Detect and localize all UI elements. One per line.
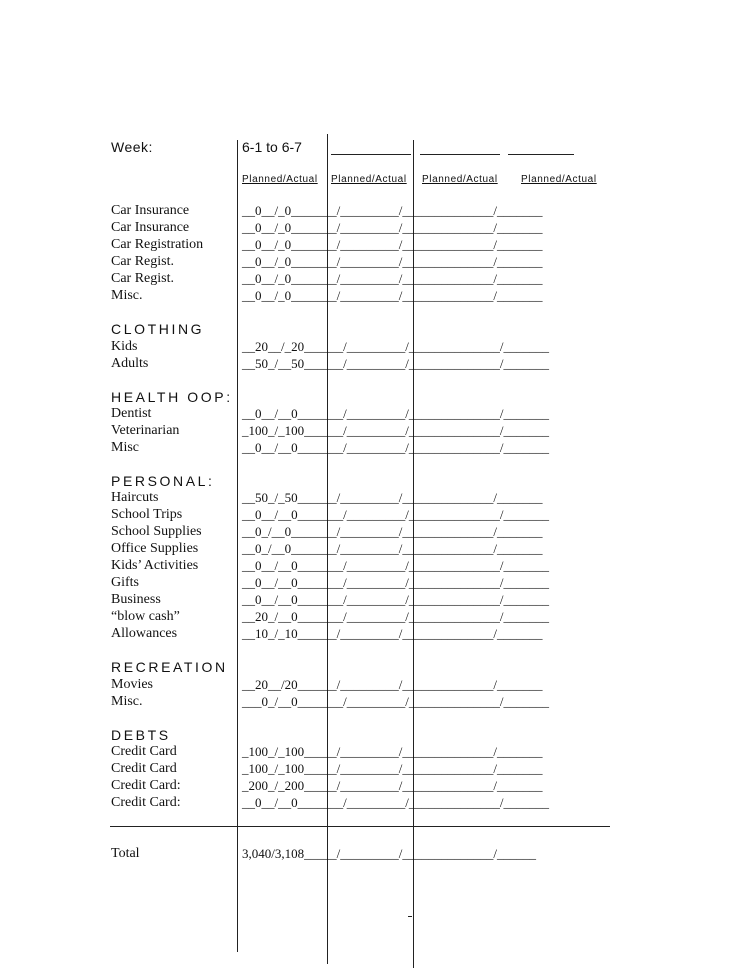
- stray-tick-mark: [408, 916, 412, 917]
- row-value-car-insurance[interactable]: __0__/_0_______/_________/______________/_______: [242, 203, 543, 218]
- week-blank-line-3[interactable]: [420, 154, 500, 155]
- row-value-movies[interactable]: __20__/20______/_________/______________/_______: [242, 677, 543, 692]
- row-label-veterinarian: Veterinarian: [111, 423, 180, 438]
- section-title-recreation: RECREATION: [111, 659, 228, 675]
- row-label-car-insurance-2: Car Insurance: [111, 220, 190, 235]
- row-label-kids: Kids: [111, 339, 138, 354]
- week-label: Week:: [111, 139, 153, 155]
- row-label-health-misc: Misc: [111, 440, 139, 455]
- row-label-credit-card-2: Credit Card: [111, 761, 177, 776]
- row-value-gifts[interactable]: __0__/__0_______/_________/______________/_______: [242, 575, 549, 590]
- row-label-business: Business: [111, 592, 161, 607]
- row-value-car-insurance-2[interactable]: __0__/_0_______/_________/______________/_______: [242, 220, 543, 235]
- week-blank-line-2[interactable]: [331, 154, 411, 155]
- row-value-blow-cash[interactable]: __20_/__0_______/_________/______________/_______: [242, 609, 549, 624]
- total-value[interactable]: 3,040/3,108_____/_________/______________/______: [242, 846, 536, 861]
- row-label-office-supplies: Office Supplies: [111, 541, 199, 556]
- row-value-dentist[interactable]: __0__/__0_______/_________/______________/_______: [242, 406, 549, 421]
- row-label-allowances: Allowances: [111, 626, 178, 641]
- row-label-adults: Adults: [111, 356, 149, 371]
- row-label-school-trips: School Trips: [111, 507, 183, 522]
- row-value-credit-card-3[interactable]: _200_/_200_____/_________/______________/_______: [242, 778, 543, 793]
- row-label-movies: Movies: [111, 677, 153, 692]
- section-title-debts: DEBTS: [111, 727, 171, 743]
- column-divider-1: [237, 140, 238, 952]
- row-value-haircuts[interactable]: __50_/_50______/_________/______________/_______: [242, 490, 543, 505]
- row-value-veterinarian[interactable]: _100_/_100______/_________/______________/_______: [242, 423, 549, 438]
- section-title-clothing: CLOTHING: [111, 321, 205, 337]
- row-label-dentist: Dentist: [111, 406, 152, 421]
- row-label-blow-cash: “blow cash”: [111, 609, 180, 624]
- row-value-office-supplies[interactable]: __0_/__0_______/_________/______________/_______: [242, 541, 543, 556]
- column-header-2: Planned/Actual: [331, 174, 407, 185]
- row-label-car-regist-2: Car Regist.: [111, 271, 174, 286]
- row-label-school-supplies: School Supplies: [111, 524, 202, 539]
- row-value-allowances[interactable]: __10_/_10______/_________/______________/_______: [242, 626, 543, 641]
- week-value: 6-1 to 6-7: [242, 139, 302, 155]
- week-blank-line-4[interactable]: [508, 154, 574, 155]
- row-label-recreation-misc: Misc.: [111, 694, 143, 709]
- row-value-credit-card-2[interactable]: _100_/_100_____/_________/______________/_______: [242, 761, 543, 776]
- row-value-credit-card-4[interactable]: __0__/__0_______/_________/______________/_______: [242, 795, 549, 810]
- section-title-personal: PERSONAL:: [111, 473, 215, 489]
- total-separator-line: [110, 826, 610, 827]
- row-value-recreation-misc[interactable]: ___0_/__0_______/_________/______________/_______: [242, 694, 549, 709]
- row-value-car-regist[interactable]: __0__/_0_______/_________/______________/_______: [242, 254, 543, 269]
- row-label-gifts: Gifts: [111, 575, 139, 590]
- row-value-health-misc[interactable]: __0__/__0_______/_________/______________/_______: [242, 440, 549, 455]
- row-value-adults[interactable]: __50_/__50______/_________/______________/_______: [242, 356, 549, 371]
- row-label-car-regist: Car Regist.: [111, 254, 174, 269]
- row-label-haircuts: Haircuts: [111, 490, 159, 505]
- row-label-credit-card-1: Credit Card: [111, 744, 177, 759]
- row-label-credit-card-4: Credit Card:: [111, 795, 181, 810]
- column-header-4: Planned/Actual: [521, 174, 597, 185]
- row-value-auto-misc[interactable]: __0__/_0_______/_________/______________/_______: [242, 288, 543, 303]
- row-label-car-registration: Car Registration: [111, 237, 204, 252]
- row-label-kids-activities: Kids’ Activities: [111, 558, 199, 573]
- row-value-school-trips[interactable]: __0__/__0_______/_________/______________/_______: [242, 507, 549, 522]
- column-header-1: Planned/Actual: [242, 174, 318, 185]
- row-value-business[interactable]: __0__/__0_______/_________/______________/_______: [242, 592, 549, 607]
- row-value-car-registration[interactable]: __0__/_0_______/_________/______________/_______: [242, 237, 543, 252]
- row-value-credit-card-1[interactable]: _100_/_100_____/_________/______________/_______: [242, 744, 543, 759]
- row-label-car-insurance: Car Insurance: [111, 203, 190, 218]
- row-label-credit-card-3: Credit Card:: [111, 778, 181, 793]
- row-label-auto-misc: Misc.: [111, 288, 143, 303]
- row-value-car-regist-2[interactable]: __0__/_0_______/_________/______________/_______: [242, 271, 543, 286]
- column-header-3: Planned/Actual: [422, 174, 498, 185]
- row-value-kids[interactable]: __20__/_20______/_________/______________/_______: [242, 339, 549, 354]
- row-value-school-supplies[interactable]: __0_/__0_______/_________/______________/_______: [242, 524, 543, 539]
- section-title-health: HEALTH OOP:: [111, 389, 233, 405]
- total-label: Total: [111, 846, 140, 861]
- row-value-kids-activities[interactable]: __0__/__0_______/_________/______________/_______: [242, 558, 549, 573]
